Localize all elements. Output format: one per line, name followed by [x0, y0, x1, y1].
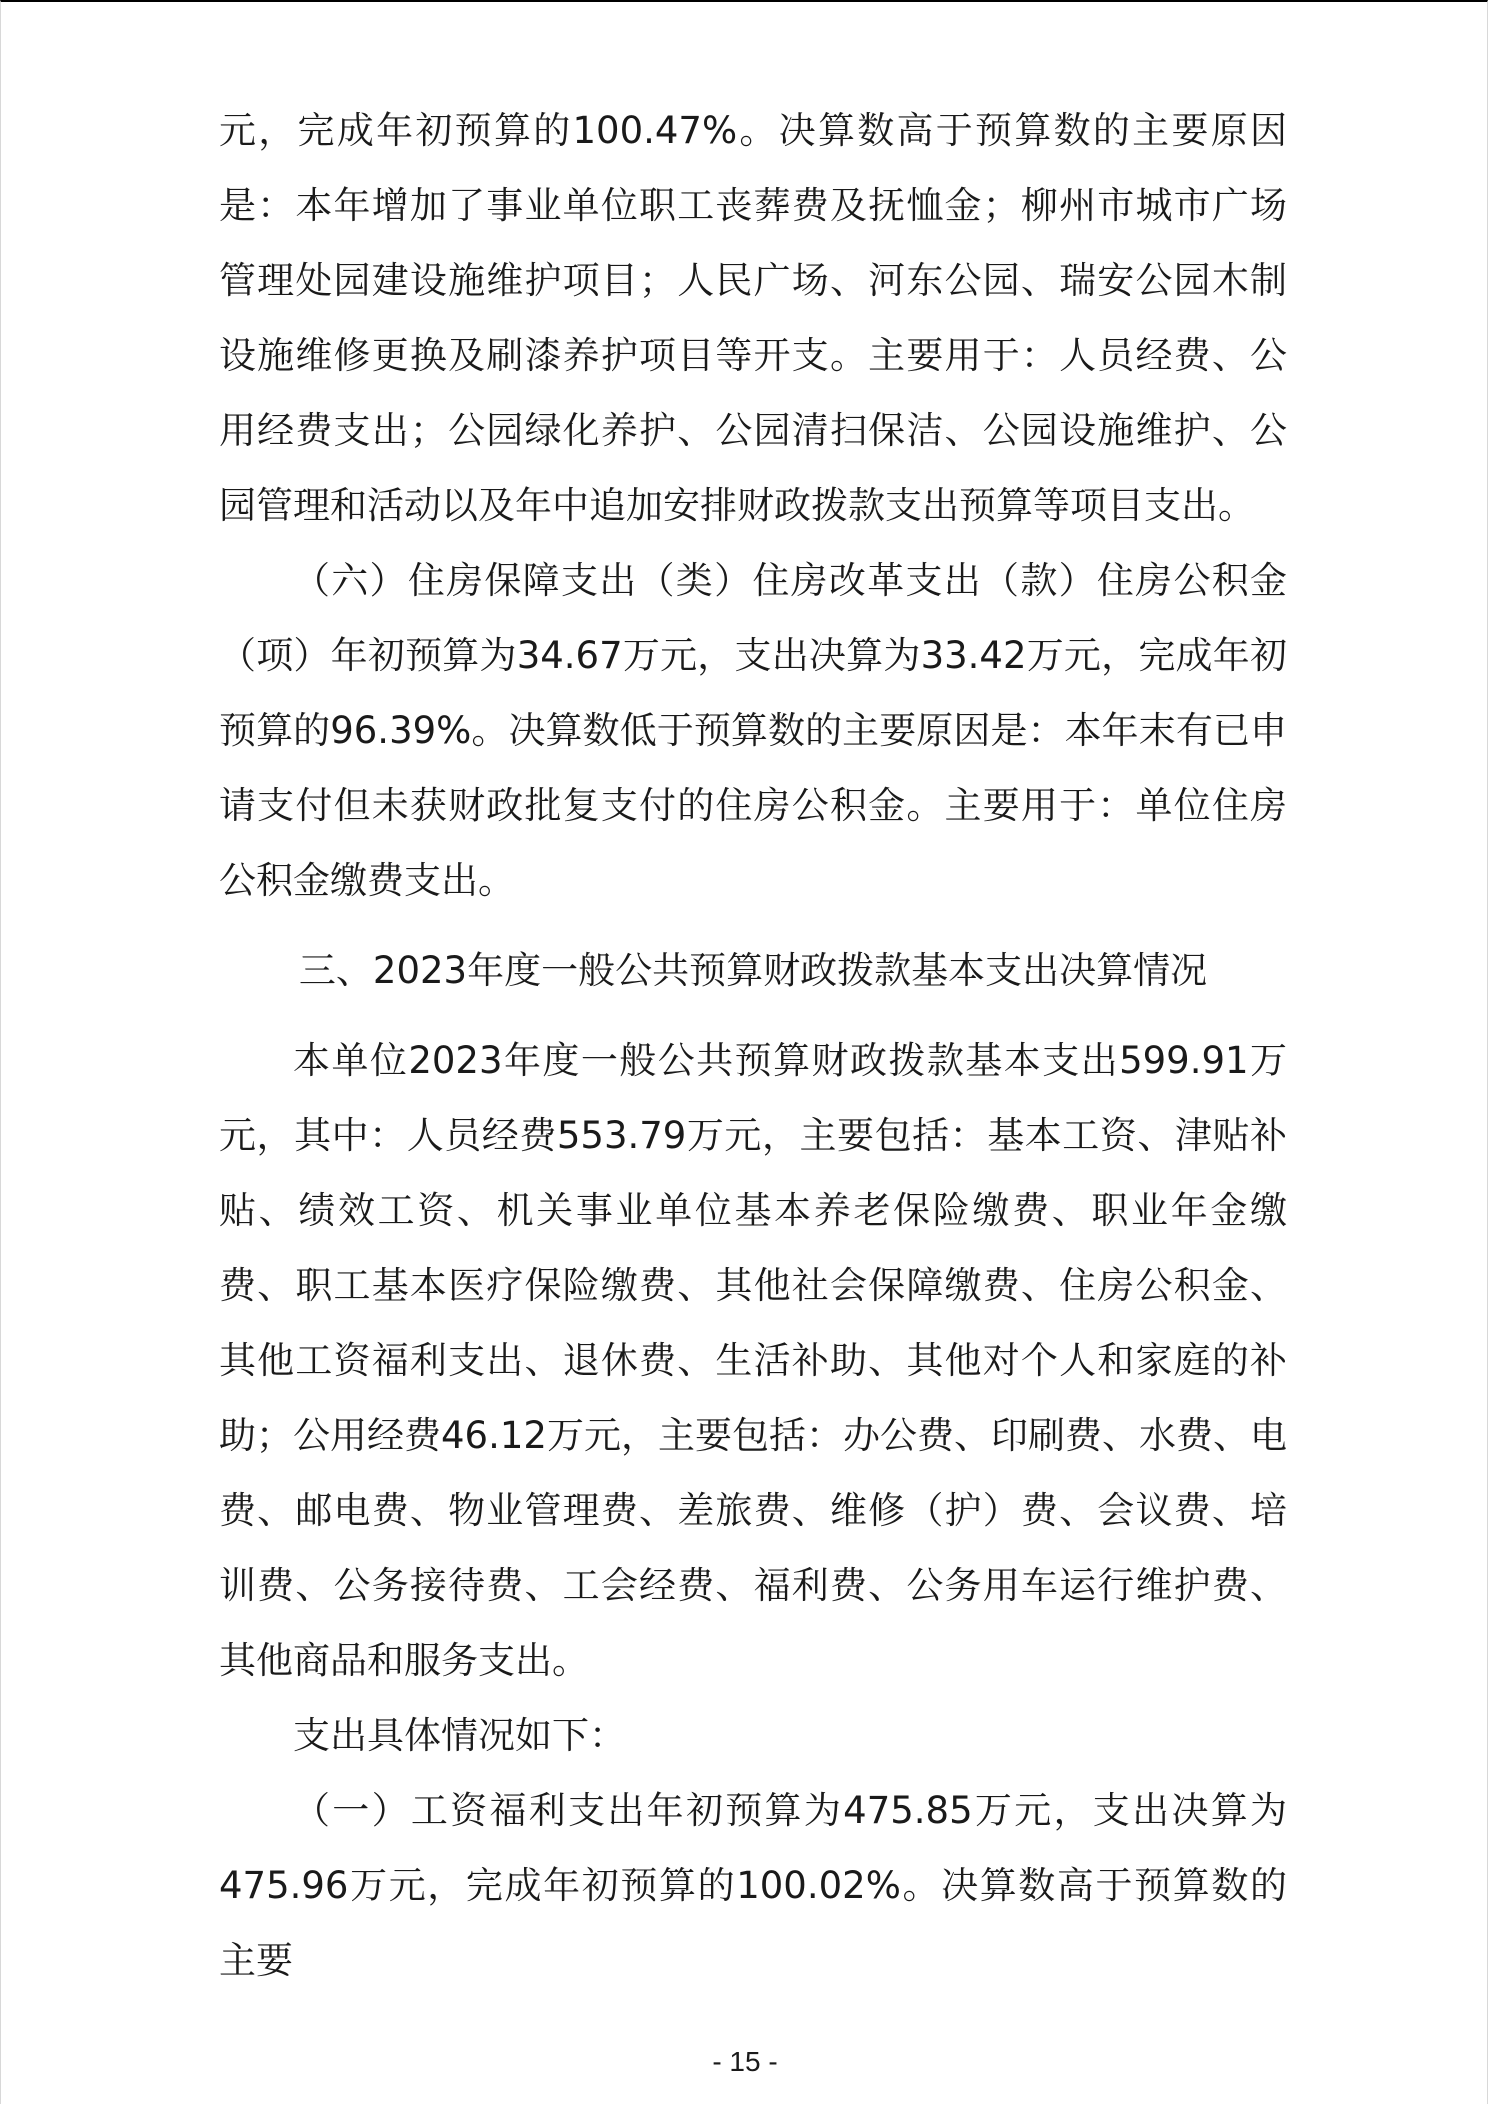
document-body	[219, 93, 1287, 1998]
paragraph-housing-fund: （六）住房保障支出（类）住房改革支出（款）住房公积金（项）年初预算为34.67万元，支出决算为33.42万元，完成年初预算的96.39%。决算数低于预算数的主要原因是：本年末有已申请支付但未获财政批复支付的住房公积金。主要用于：单位住房公积金缴费支出。	[219, 559, 1287, 902]
paragraph-basic-expenditure: 本单位2023年度一般公共预算财政拨款基本支出599.91万元，其中：人员经费553.79万元，主要包括：基本工资、津贴补贴、绩效工资、机关事业单位基本养老保险缴费、职业年金缴费、职工基本医疗保险缴费、其他社会保障缴费、住房公积金、其他工资福利支出、退休费、生活补助、其他对个人和家庭的补助；公用经费46.12万元，主要包括：办公费、印刷费、水费、电费、邮电费、物业管理费、差旅费、维修（护）费、会议费、培训费、公务接待费、工会经费、福利费、公务用车运行维护费、其他商品和服务支出。	[219, 1039, 1287, 1682]
paragraph-details-intro: 支出具体情况如下：	[293, 1714, 626, 1757]
page-number: - 15 -	[712, 2046, 778, 2077]
section-heading: 三、2023年度一般公共预算财政拨款基本支出决算情况	[298, 949, 1208, 992]
paragraph-continued: 元，完成年初预算的100.47%。决算数高于预算数的主要原因是：本年增加了事业单位职工丧葬费及抚恤金；柳州市城市广场管理处园建设施维护项目；人民广场、河东公园、瑞安公园木制设施维修更换及刷漆养护项目等开支。主要用于：人员经费、公用经费支出；公园绿化养护、公园清扫保洁、公园设施维护、公园管理和活动以及年中追加安排财政拨款支出预算等项目支出。	[219, 109, 1287, 527]
paragraph-wage-welfare: （一）工资福利支出年初预算为475.85万元，支出决算为475.96万元，完成年初预算的100.02%。决算数高于预算数的主要	[219, 1789, 1287, 1982]
